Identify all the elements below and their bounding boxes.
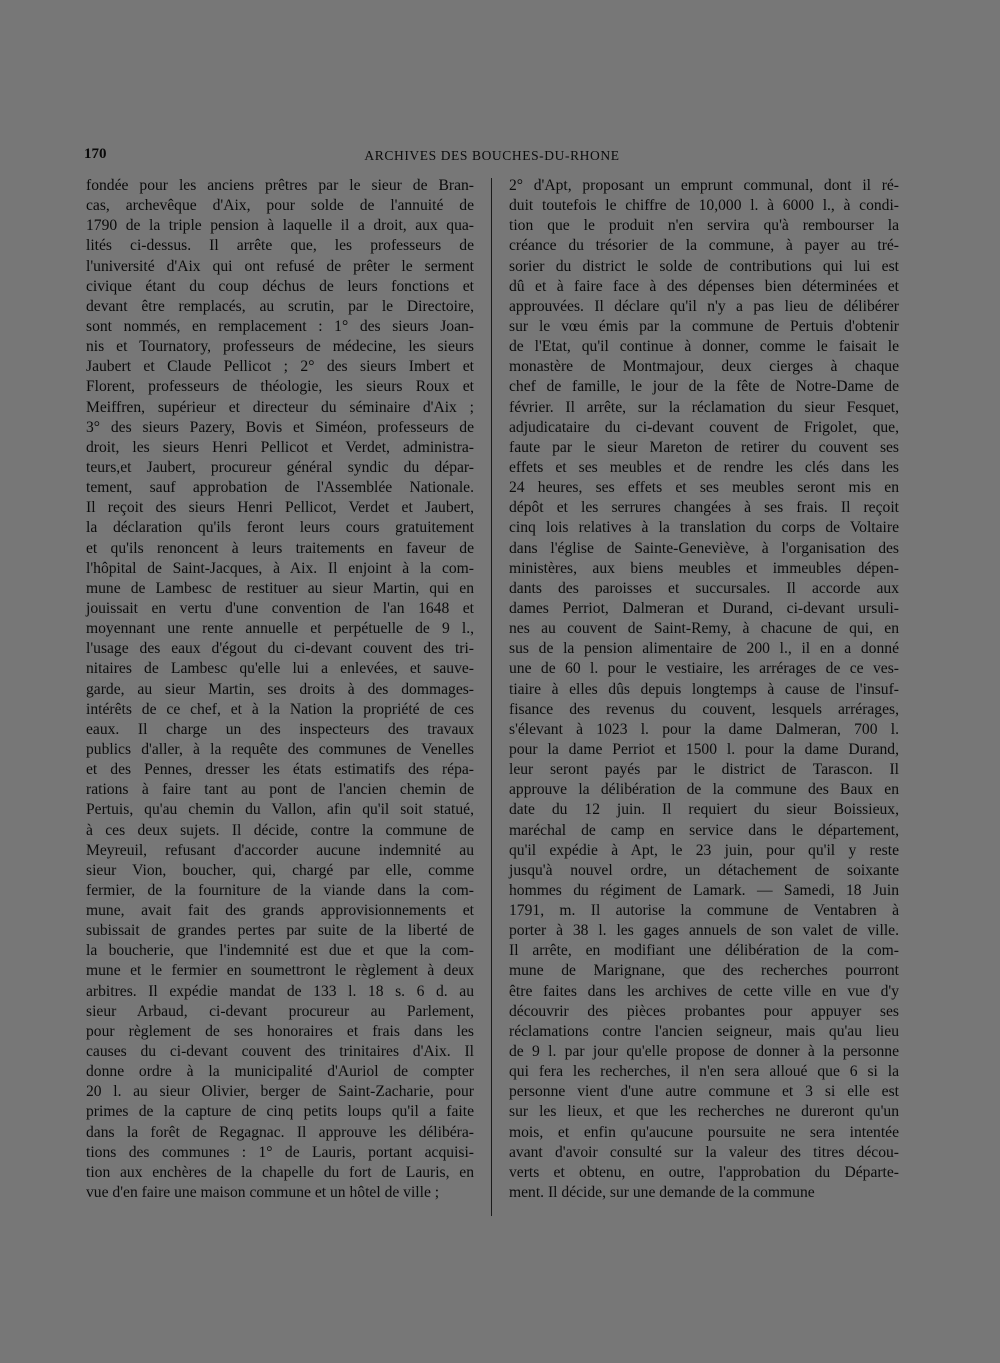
text-line: nis et Tournatory, professeurs de médecine, les sieurs (86, 338, 474, 356)
text-line: dans la forêt de Regagnac. Il approuve les délibéra- (86, 1123, 474, 1141)
text-line: mune et le fermier en soumettront le règlement à deux (86, 962, 474, 980)
text-line: qu'il expédie à Apt, le 23 juin, pour qu'il y reste (509, 841, 899, 859)
text-line: eaux. Il charge un des inspecteurs des travaux (86, 720, 474, 738)
text-line: mune, avait fait des grands approvisionnements et (86, 902, 474, 920)
text-line: et des Pennes, dresser les états estimatifs des répa- (86, 761, 474, 779)
right-text-column (509, 176, 899, 1203)
text-line: ment. Il décide, sur une demande de la commune (509, 1184, 815, 1202)
text-line: 3° des sieurs Pazery, Bovis et Siméon, professeurs de (86, 418, 474, 436)
text-line: sieur Arbaud, ci-devant procureur au Parlement, (86, 1002, 474, 1020)
text-line: février. Il arrête, sur la réclamation du sieur Fesquet, (509, 398, 899, 416)
text-line: tion que le produit n'en servira qu'à rembourser la (509, 217, 899, 235)
text-line: dants des paroisses et succursales. Il accorde aux (509, 579, 899, 597)
text-line: dû et à faire face à des dépenses bien déterminées et (509, 277, 899, 295)
text-line: qui fera les recherches, il n'en sera alloué que 6 si la (509, 1063, 899, 1081)
text-line: personne vient d'une autre commune et 3 si elle est (509, 1083, 899, 1101)
text-line: 1790 de la triple pension à laquelle il a droit, aux qua- (86, 217, 474, 235)
text-line: dans l'église de Sainte-Geneviève, à l'organisation des (509, 539, 899, 557)
text-line: dépôt et les serrures changées à ses frais. Il reçoit (509, 499, 899, 517)
text-line: mune de Lambesc de restituer au sieur Martin, qui en (86, 579, 474, 597)
text-line: tion aux enchères de la chapelle du fort de Lauris, en (86, 1163, 474, 1181)
text-line: lités ci-dessus. Il arrête que, les professeurs de (86, 237, 474, 255)
text-line: approuvées. Il déclare qu'il n'y a pas lieu de délibérer (509, 297, 899, 315)
text-line: donne ordre à la municipalité d'Auriol de compter (86, 1063, 474, 1081)
text-line: moyennant une rente annuelle et perpétuelle de 9 l., (86, 620, 474, 638)
text-line: ministères, aux biens meubles et immeubles dépen- (509, 559, 899, 577)
page-header (84, 146, 900, 168)
text-line: subissait de grandes pertes par suite de la liberté de (86, 922, 474, 940)
text-line: droit, les sieurs Henri Pellicot et Verdet, administra- (86, 438, 474, 456)
text-line: avant d'avoir consulté sur la valeur des titres décou- (509, 1143, 899, 1161)
text-line: duit toutefois le chiffre de 10,000 l. à 6000 l., à condi- (509, 197, 899, 215)
text-line: découvrir des pièces probantes pour appuyer ses (509, 1002, 899, 1020)
text-line: nes au couvent de Saint-Remy, à chacune de qui, en (509, 620, 899, 638)
text-line: à ces deux sujets. Il décide, contre la commune de (86, 821, 474, 839)
text-line: jouissait en vertu d'une convention de l'an 1648 et (86, 599, 474, 617)
text-line: monastère de Montmajour, deux cierges à chaque (509, 358, 899, 376)
text-line: créance du trésorier de la commune, à payer au tré- (509, 237, 899, 255)
text-line: Meiffren, supérieur et directeur du séminaire d'Aix ; (86, 398, 474, 416)
text-line: 20 l. au sieur Olivier, berger de Saint-Zacharie, pour (86, 1083, 474, 1101)
text-line: sorier du district le solde de contributions qui lui est (509, 257, 899, 275)
text-line: cas, archevêque d'Aix, pour solde de l'annuité de (86, 197, 474, 215)
text-line: chef de famille, le jour de la fête de Notre-Dame de (509, 378, 899, 396)
text-line: et qu'ils renoncent à leurs traitements en faveur de (86, 539, 474, 557)
text-line: mois, et enfin qu'aucune poursuite ne sera intentée (509, 1123, 899, 1141)
text-line: l'hôpital de Saint-Jacques, à Aix. Il enjoint à la com- (86, 559, 474, 577)
text-line: intérêts de ce chef, et à la Nation la propriété de ces (86, 700, 474, 718)
text-line: sur le vœu émis par la commune de Pertuis d'obtenir (509, 317, 899, 335)
text-line: l'université d'Aix qui ont refusé de prêter le serment (86, 257, 474, 275)
text-line: sur les lieux, et que les recherches ne dureront qu'un (509, 1103, 899, 1121)
text-line: porter à 38 l. les gages annuels de son valet de ville. (509, 922, 899, 940)
text-line: cinq lois relatives à la translation du corps de Voltaire (509, 519, 899, 537)
text-line: leur seront payés par le district de Tarascon. Il (509, 761, 899, 779)
text-line: tions des communes : 1° de Lauris, portant acquisi- (86, 1143, 474, 1161)
text-line: devant être remplacés, au scrutin, par le Directoire, (86, 297, 474, 315)
text-line: pour la dame Perriot et 1500 l. pour la dame Durand, (509, 740, 899, 758)
text-line: Il reçoit des sieurs Henri Pellicot, Verdet et Jaubert, (86, 499, 474, 517)
text-line: 24 heures, ses effets et ses meubles seront mis en (509, 479, 899, 497)
text-line: 1791, m. Il autorise la commune de Ventabren à (509, 902, 899, 920)
text-line: arbitres. Il expédie mandat de 133 l. 18 s. 6 d. au (86, 982, 474, 1000)
text-line: primes de la capture de cinq petits loups qu'il a faite (86, 1103, 474, 1121)
text-line: la déclaration qu'ils feront leurs cours gratuitement (86, 519, 474, 537)
text-line: Florent, professeurs de théologie, les sieurs Roux et (86, 378, 474, 396)
text-line: publics d'aller, à la requête des communes de Venelles (86, 740, 474, 758)
text-line: mune de Marignane, que des recherches pourront (509, 962, 899, 980)
running-title: ARCHIVES DES BOUCHES-DU-RHONE (364, 148, 620, 163)
text-line: hommes du régiment de Lamark. — Samedi, 18 Juin (509, 881, 899, 899)
text-line: Jaubert et Claude Pellicot ; 2° des sieurs Imbert et (86, 358, 474, 376)
text-line: faute par le sieur Mareton de retirer du couvent ses (509, 438, 899, 456)
text-line: être faites dans les archives de cette ville en vue d'y (509, 982, 899, 1000)
text-line: sont nommés, en remplacement : 1° des sieurs Joan- (86, 317, 474, 335)
text-line: maréchal de camp en service dans le département, (509, 821, 899, 839)
text-line: Il arrête, en modifiant une délibération de la com- (509, 942, 899, 960)
text-line: s'élevant à 1023 l. pour la dame Dalmeran, 700 l. (509, 720, 899, 738)
text-line: garde, au sieur Martin, ses droits à des dommages- (86, 680, 474, 698)
text-line: pour règlement de ses honoraires et frais dans les (86, 1022, 474, 1040)
text-line: Pertuis, qu'au chemin du Vallon, afin qu'il soit statué, (86, 801, 474, 819)
text-line: la boucherie, que l'indemnité est due et que la com- (86, 942, 474, 960)
text-line: Meyreuil, refusant d'accorder aucune indemnité au (86, 841, 474, 859)
text-line: teurs,et Jaubert, procureur général syndic du dépar- (86, 458, 474, 476)
text-line: fermier, de la fourniture de la viande dans la com- (86, 881, 474, 899)
text-line: tement, sauf approbation de l'Assemblée Nationale. (86, 479, 474, 497)
text-line: causes du ci-devant couvent des trinitaires d'Aix. Il (86, 1043, 474, 1061)
text-line: dames Perriot, Dalmeran et Durand, ci-devant ursuli- (509, 599, 899, 617)
text-line: de 9 l. par jour qu'elle propose de donner à la personne (509, 1043, 899, 1061)
text-line: tiaire à elles dûs depuis longtemps à cause de l'insuf- (509, 680, 899, 698)
text-line: date du 12 juin. Il requiert du sieur Boissieux, (509, 801, 899, 819)
text-line: civique étant du coup déchus de leurs fonctions et (86, 277, 474, 295)
text-line: une de 60 l. pour le vestiaire, les arrérages de ce ves- (509, 660, 899, 678)
text-line: rations à faire tant au pont de l'ancien chemin de (86, 781, 474, 799)
text-line: approuve la délibération de la commune des Baux en (509, 781, 899, 799)
text-line: fondée pour les anciens prêtres par le sieur de Bran- (86, 177, 474, 194)
text-line: jusqu'à nouvel ordre, un détachement de soixante (509, 861, 899, 879)
column-divider (491, 178, 492, 1216)
text-line: sieur Vion, boucher, qui, chargé par elle, comme (86, 861, 474, 879)
left-text-column (86, 176, 474, 1203)
text-line: effets et ses meubles et de rendre les clés dans les (509, 458, 899, 476)
page-number: 170 (84, 146, 107, 162)
text-line: vue d'en faire une maison commune et un hôtel de ville ; (86, 1184, 440, 1202)
text-line: sus de la pension alimentaire de 200 l., il en a donné (509, 640, 899, 658)
text-line: nitaires de Lambesc qu'elle lui a enlevées, et sauve- (86, 660, 474, 678)
text-line: l'usage des eaux d'égout du ci-devant couvent des tri- (86, 640, 474, 658)
text-line: 2° d'Apt, proposant un emprunt communal, dont il ré- (509, 177, 899, 194)
text-line: de l'Etat, qu'il continue à donner, comme le faisait le (509, 338, 899, 356)
text-line: fisance des revenus du couvent, lesquels arrérages, (509, 700, 899, 718)
text-line: adjudicataire du ci-devant couvent de Frigolet, que, (509, 418, 899, 436)
text-line: réclamations contre l'ancien seigneur, mais qu'au lieu (509, 1022, 899, 1040)
text-line: verts et obtenu, en outre, l'approbation du Départe- (509, 1163, 899, 1181)
